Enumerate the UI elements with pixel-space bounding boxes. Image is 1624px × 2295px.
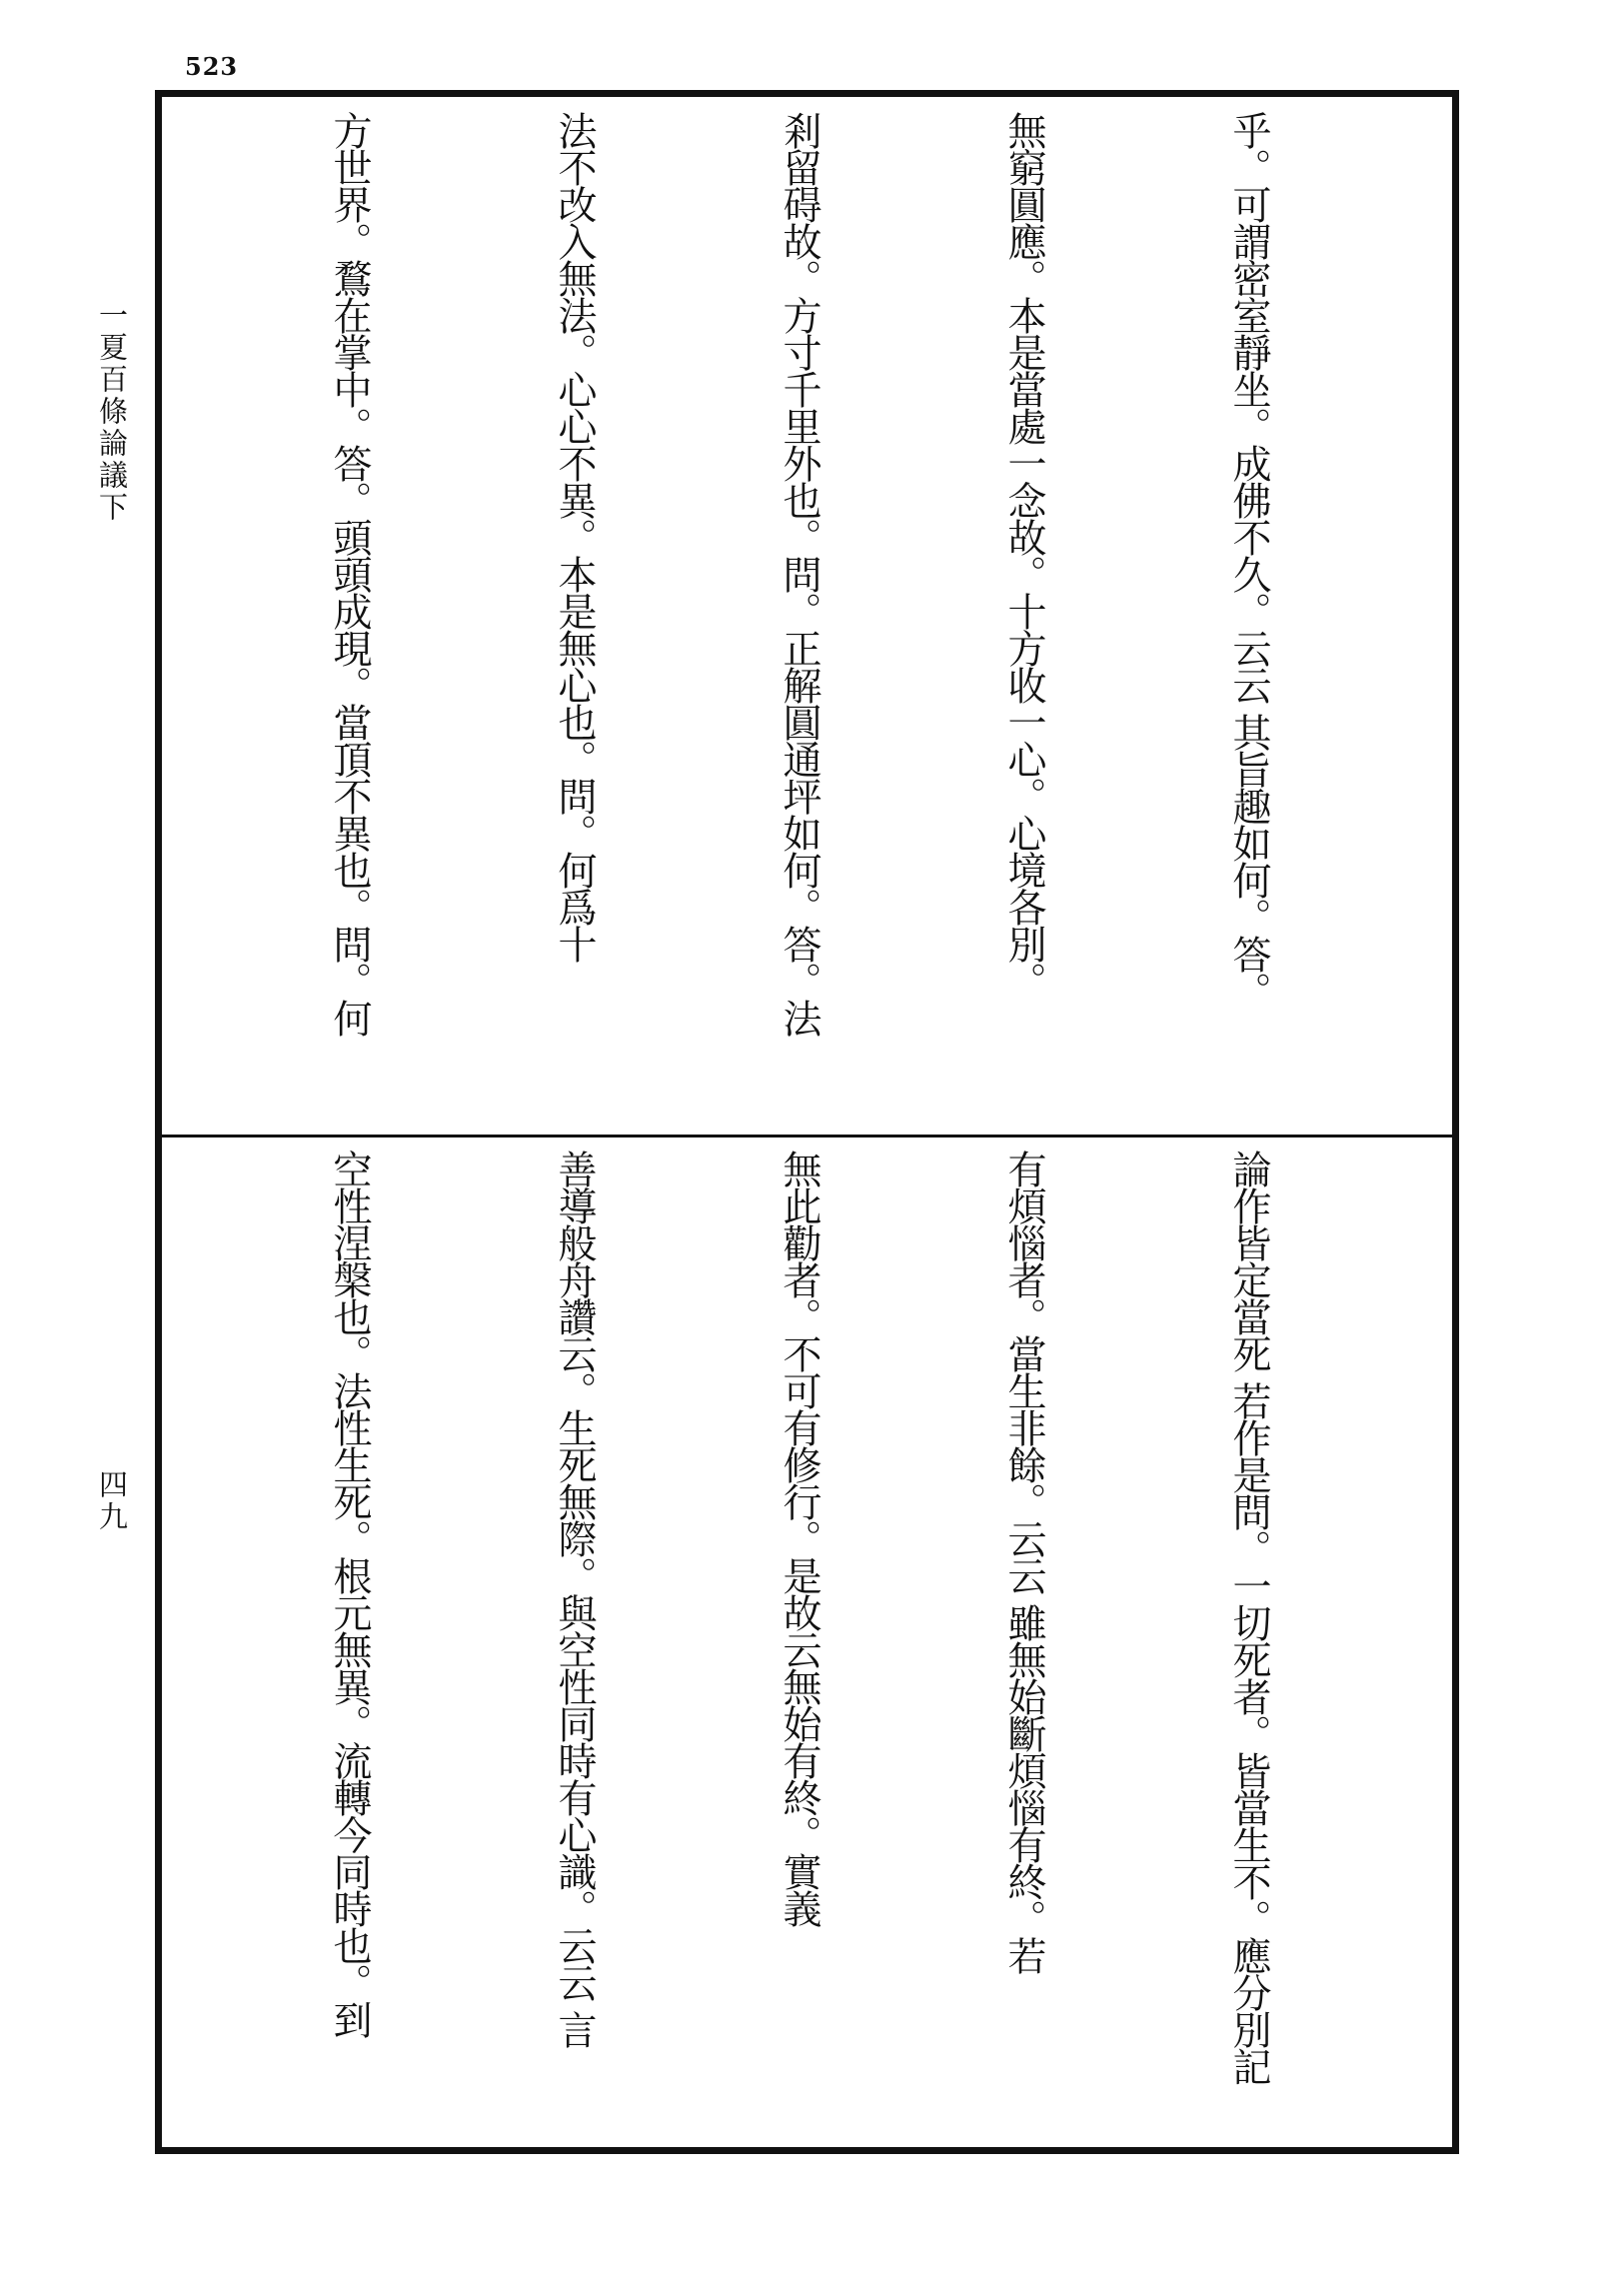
text-frame: [155, 90, 1459, 2154]
text-column: 剎留碍故。方寸千里外也。問。正解圓通坪如何。答。法: [777, 111, 821, 1036]
text-column: 法不改入無法。心心不異。本是無心也。問。何爲十: [552, 111, 597, 962]
text-column: 乎。可謂密室靜坐。成佛不久。云云 其旨趣如何。答。: [1226, 111, 1271, 1010]
text-column: 無此勸者。不可有修行。是故云無始有終。實義: [777, 1149, 821, 1926]
text-column: 空性涅槃也。法性生死。根元無異。流轉今同時也。到: [327, 1149, 372, 2037]
text-column: 方世界。鶩在掌中。答。頭頭成現。當頂不異也。問。何: [327, 111, 372, 1036]
text-column: 有煩惱者。當生非餘。云云 雖無始斷煩惱有終。若: [1001, 1149, 1046, 1974]
running-title: 一夏百條論議下: [95, 300, 129, 524]
text-column: 論作皆定當死 若作是問。一切死者。皆當生不。應分別記: [1226, 1149, 1271, 2085]
page-number: 523: [185, 52, 239, 81]
text-column: 無窮圓應。本是當處一念故。十方收一心。心境各別。: [1001, 111, 1046, 999]
text-column: 善導般舟讚云。生死無際。與空性同時有心識。云云 言: [552, 1149, 597, 2048]
upper-text-block: [162, 97, 1452, 1132]
folio-number: 四九: [95, 1469, 129, 1533]
lower-text-block: [162, 1138, 1452, 2147]
